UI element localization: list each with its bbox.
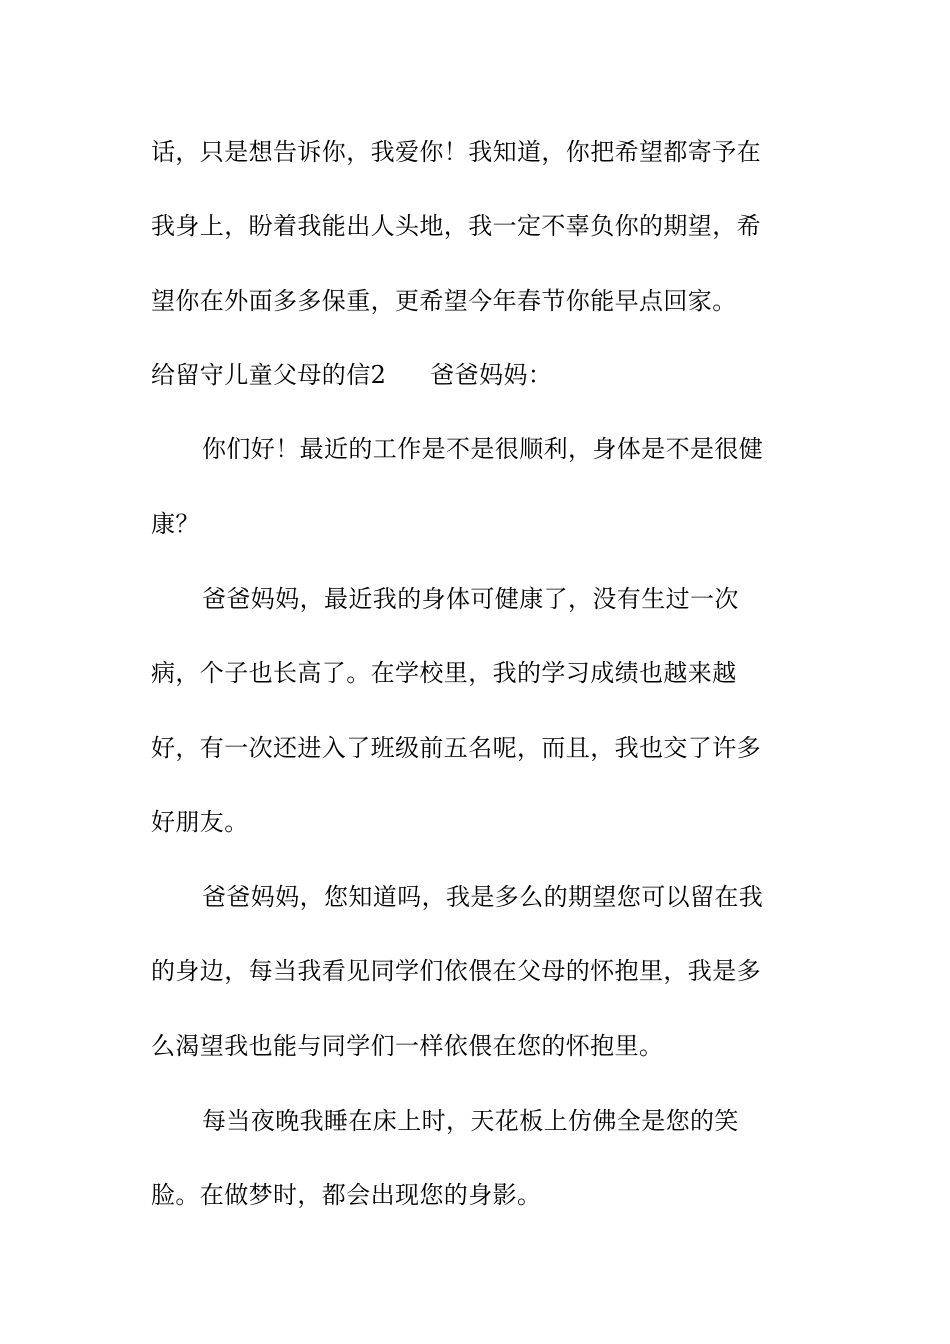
paragraph-line: 爸爸妈妈，最近我的身体可健康了，没有生过一次: [202, 585, 739, 613]
paragraph-line: 病，个子也长高了。在学校里，我的学习成绩也越来越: [151, 659, 737, 687]
paragraph-line: 你们好！最近的工作是不是很顺利，身体是不是很健: [202, 435, 764, 463]
paragraph-line: 康？: [151, 510, 200, 538]
paragraph-line: 么渴望我也能与同学们一样依偎在您的怀抱里。: [151, 1032, 664, 1060]
letter-title: 给留守儿童父母的信2: [151, 361, 387, 389]
letter-heading: [151, 360, 801, 390]
letter-salutation: 爸爸妈妈：: [430, 361, 553, 389]
text-line: 话，只是想告诉你，我爱你！我知道，你把希望都寄予在: [151, 138, 761, 166]
paragraph-line: 每当夜晚我睡在床上时，天花板上仿佛全是您的笑: [202, 1107, 739, 1135]
text-line: 我身上，盼着我能出人头地，我一定不辜负你的期望，希: [151, 212, 761, 240]
paragraph-line: 好朋友。: [151, 808, 249, 836]
paragraph-line: 脸。在做梦时，都会出现您的身影。: [151, 1181, 542, 1209]
paragraph-line: 好，有一次还进入了班级前五名呢，而且，我也交了许多: [151, 734, 761, 762]
text-line: 望你在外面多多保重，更希望今年春节你能早点回家。: [151, 287, 737, 315]
paragraph-line: 的身边，每当我看见同学们依偎在父母的怀抱里，我是多: [151, 957, 761, 985]
paragraph-line: 爸爸妈妈，您知道吗，我是多么的期望您可以留在我: [202, 883, 764, 911]
